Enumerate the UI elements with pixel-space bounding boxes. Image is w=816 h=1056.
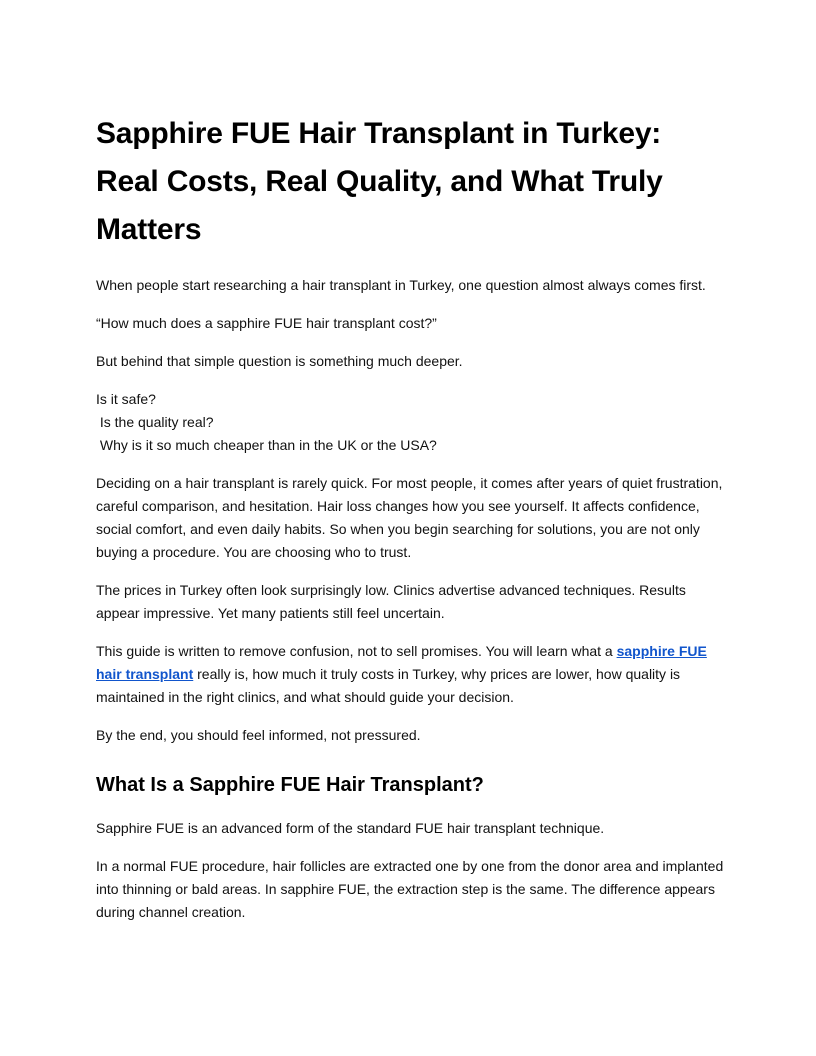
- deciding-paragraph: Deciding on a hair transplant is rarely quick. For most people, it comes after years of quiet frustration, careful comparison, and hesitation. Hair loss changes how you see yourself. It affects confidence, social comfort, and even daily habits. So when you begin searching for solutions, you are not only buying a procedure. You are choosing who to trust.: [96, 475, 723, 560]
- behind-paragraph: But behind that simple question is something much deeper.: [96, 353, 463, 369]
- intro-paragraph: When people start researching a hair transplant in Turkey, one question almost always comes first.: [96, 277, 706, 293]
- document-page: [96, 110, 724, 939]
- section-paragraph-1: Sapphire FUE is an advanced form of the standard FUE hair transplant technique.: [96, 820, 605, 836]
- question-line: Is the quality real?: [96, 414, 214, 430]
- article-title: Sapphire FUE Hair Transplant in Turkey: Real Costs, Real Quality, and What Truly Matters: [96, 117, 663, 246]
- guide-text-before: This guide is written to remove confusion, not to sell promises. You will learn what a: [96, 643, 617, 659]
- section-paragraph-2: In a normal FUE procedure, hair follicles are extracted one by one from the donor area and implanted into thinning or bald areas. In sapphire FUE, the extraction step is the same. The difference appears during channel creation.: [96, 858, 724, 920]
- prices-paragraph: The prices in Turkey often look surprisingly low. Clinics advertise advanced techniques. Results appear impressive. Yet many patients still feel uncertain.: [96, 582, 686, 621]
- questions-paragraph: [96, 388, 724, 457]
- guide-text-after: really is, how much it truly costs in Turkey, why prices are lower, how quality is maintained in the right clinics, and what should guide your decision.: [96, 666, 681, 705]
- sapphire-fue-link[interactable]: sapphire FUE hair transplant: [96, 643, 707, 682]
- guide-paragraph: [96, 640, 724, 709]
- question-line: Why is it so much cheaper than in the UK or the USA?: [96, 437, 437, 453]
- section-heading: What Is a Sapphire FUE Hair Transplant?: [96, 774, 484, 796]
- question-line: Is it safe?: [96, 391, 156, 407]
- end-paragraph: By the end, you should feel informed, not pressured.: [96, 727, 421, 743]
- quote-paragraph: “How much does a sapphire FUE hair transplant cost?”: [96, 315, 437, 331]
